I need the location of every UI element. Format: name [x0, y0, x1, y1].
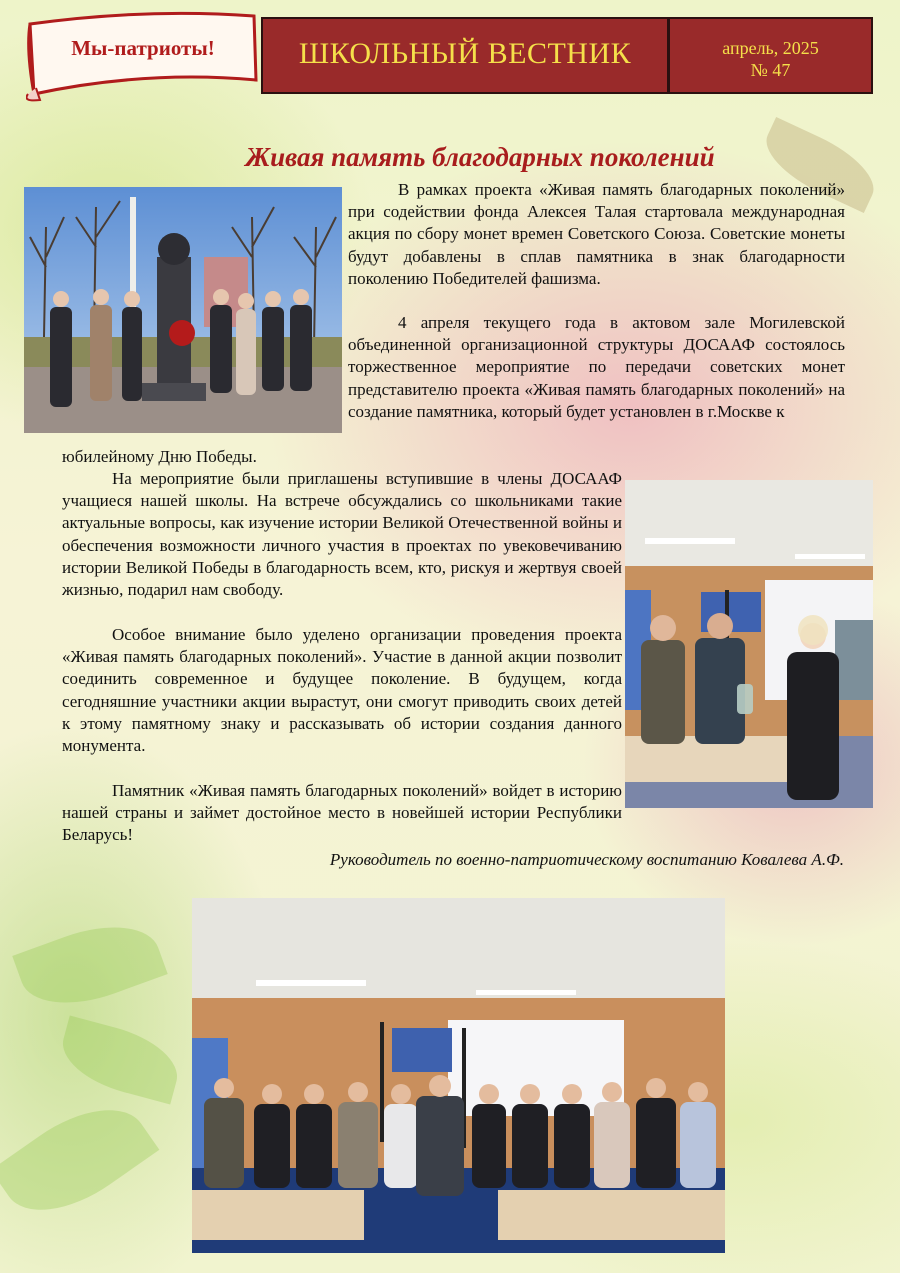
- ribbon-banner: [26, 10, 260, 102]
- issue-number: № 47: [750, 60, 791, 80]
- decorative-leaf: [54, 1015, 185, 1104]
- paragraph-3: [62, 468, 622, 601]
- decorative-leaf: [12, 908, 167, 1022]
- paragraph-5-text: Памятник «Живая память благодарных поколений» войдет в историю нашей страны и займет достойное место в новейшей истории Республики Беларусь!: [62, 781, 622, 845]
- paragraph-1-text: В рамках проекта «Живая память благодарных поколений» при содействии фонда Алексея Талая стартовала международная акция по сбору монет времен Советского Союза. Советские монеты будут добавлены в сплав памятника в знак благодарности поколению Победителей фашизма.: [348, 180, 845, 288]
- paragraph-2-continuation: [62, 446, 622, 468]
- paragraph-3-text: На мероприятие были приглашены вступившие в члены ДОСААФ учащиеся нашей школы. На встрече обсуждались со школьниками такие актуальные вопросы, как изучение истории Великой Отечественной войны и обеспечения возможности личного участия в проектах по увековечиванию истории Великой Победы в благодарность всем, кто, рискуя и жертвуя своей жизнью, подарил нам свободу.: [62, 469, 622, 600]
- author-signature: Руководитель по военно-патриотическому воспитанию Ковалева А.Ф.: [329, 850, 844, 869]
- paragraph-1: [348, 179, 845, 290]
- paragraph-4-text: Особое внимание было уделено организации проведения проекта «Живая память благодарных поколений». Участие в данной акции позволит соединить современное и будущее поколение. В будущем, когда сегодняшние участники акции вырастут, они смогут приводить своих детей к этому памятному знаку и рассказывать об истории создания данного монумента.: [62, 625, 622, 756]
- photo-monument: [24, 187, 342, 433]
- newspaper-title-box: [261, 17, 669, 94]
- ribbon-label: Мы-патриоты!: [71, 36, 215, 60]
- paragraph-2-end-text: юбилейному Дню Победы.: [62, 447, 257, 466]
- paragraph-2: [348, 312, 845, 423]
- issue-info-box: [668, 17, 873, 94]
- paragraph-5: [62, 780, 622, 847]
- paragraph-2-text: 4 апреля текущего года в актовом зале Могилевской объединенной организационной структуры ДОСААФ состоялось торжественное мероприятие по передачи советских монет представителю проекта «Живая память благодарных поколений» на создание памятника, который будет установлен в г.Москве к: [348, 313, 845, 421]
- newspaper-title: ШКОЛЬНЫЙ ВЕСТНИК: [298, 37, 632, 70]
- photo-group: [192, 898, 725, 1253]
- paragraph-4: [62, 624, 622, 757]
- article-headline: Живая память благодарных поколений: [245, 142, 715, 172]
- decorative-leaf: [0, 1084, 159, 1236]
- issue-date: апрель, 2025: [722, 38, 819, 58]
- photo-coin-handover: [625, 480, 873, 808]
